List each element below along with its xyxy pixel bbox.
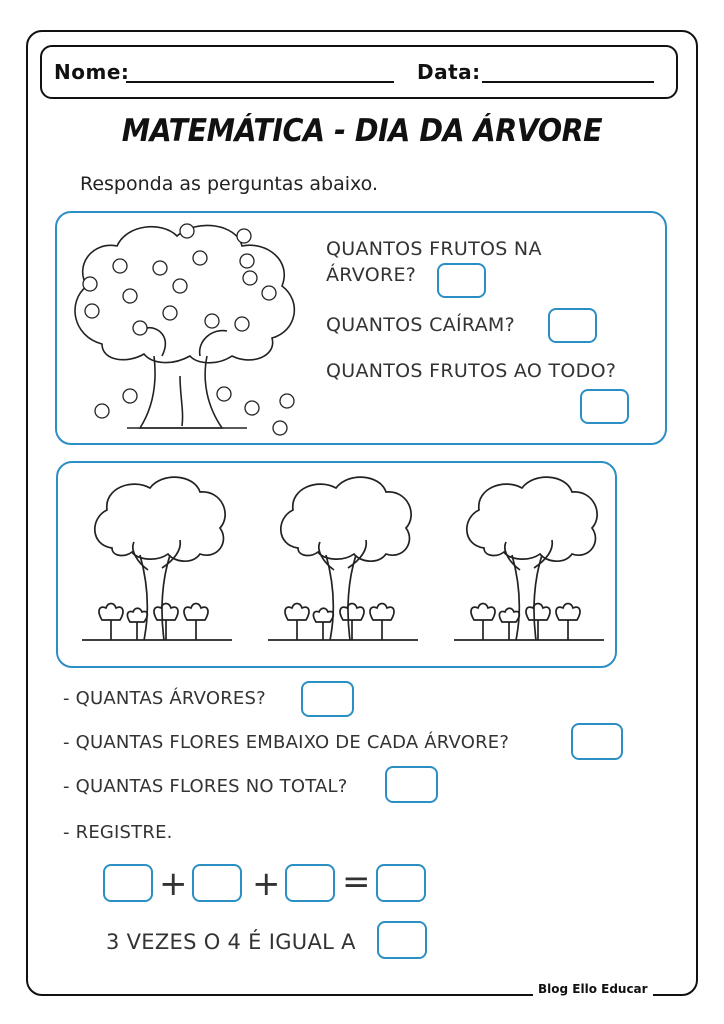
- question-flowers-per-tree: - QUANTAS FLORES EMBAIXO DE CADA ÁRVORE?: [63, 732, 510, 753]
- equation-box-1[interactable]: [103, 864, 153, 902]
- tree-with-flowers-illustration: [82, 470, 234, 650]
- plus-sign-2: +: [252, 864, 281, 904]
- date-label: Data:: [417, 60, 481, 84]
- equation-box-2[interactable]: [192, 864, 242, 902]
- answer-box-multiplication[interactable]: [377, 921, 427, 959]
- answer-box-total-flowers[interactable]: [385, 766, 438, 803]
- plus-sign-1: +: [159, 864, 188, 904]
- footer-credit: Blog Ello Educar: [533, 982, 653, 996]
- name-field-line[interactable]: [126, 81, 394, 83]
- instruction-register: - REGISTRE.: [63, 822, 173, 843]
- name-label: Nome:: [54, 60, 130, 84]
- question-fallen-fruits: QUANTOS CAÍRAM?: [326, 314, 516, 336]
- answer-box-flowers-per-tree[interactable]: [571, 723, 623, 760]
- answer-box-fallen-fruits[interactable]: [548, 308, 597, 343]
- question-how-many-trees: - QUANTAS ÁRVORES?: [63, 688, 266, 709]
- question-fruits-on-tree-line1: QUANTOS FRUTOS NA: [326, 238, 542, 260]
- instructions-text: Responda as perguntas abaixo.: [80, 173, 379, 195]
- header-box: [40, 45, 678, 99]
- answer-box-total-fruits[interactable]: [580, 389, 629, 424]
- page-title: MATEMÁTICA - DIA DA ÁRVORE: [121, 113, 603, 149]
- date-field-line[interactable]: [482, 81, 654, 83]
- question-total-fruits: QUANTOS FRUTOS AO TODO?: [326, 360, 617, 382]
- apple-tree-illustration: [62, 216, 312, 441]
- answer-box-trees[interactable]: [301, 681, 354, 717]
- equation-result-box[interactable]: [376, 864, 426, 902]
- question-total-flowers: - QUANTAS FLORES NO TOTAL?: [63, 776, 348, 797]
- multiplication-question: 3 VEZES O 4 É IGUAL A: [106, 930, 356, 954]
- tree-with-flowers-illustration: [454, 470, 606, 650]
- answer-box-fruits-on-tree[interactable]: [437, 263, 486, 298]
- equation-box-3[interactable]: [285, 864, 335, 902]
- question-fruits-on-tree-line2: ÁRVORE?: [326, 264, 417, 286]
- tree-with-flowers-illustration: [268, 470, 420, 650]
- equals-sign: =: [342, 862, 371, 902]
